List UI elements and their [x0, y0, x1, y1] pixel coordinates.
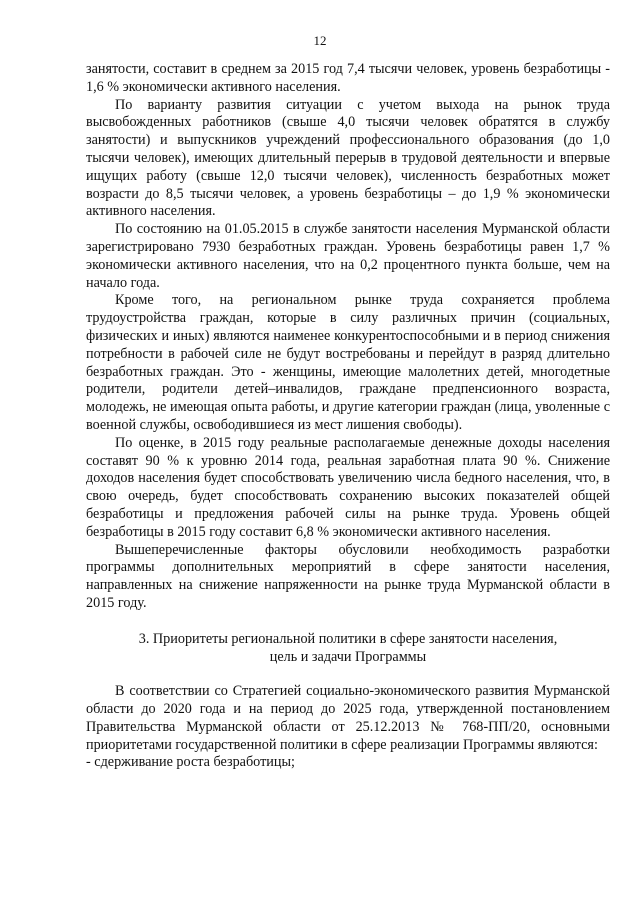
- paragraph: Вышеперечисленные факторы обусловили необходимость разработки программы дополнительных мероприятий в сфере занятости населения, направленных на снижение напряженности на рынке труда Мурманской области в 2015 году.: [86, 541, 610, 611]
- paragraph: По состоянию на 01.05.2015 в службе занятости населения Мурманской области зарегистрировано 7930 безработных граждан. Уровень безработицы равен 1,7 % экономически активного населения, что на 0,2 процентного пункта больше, чем на начало года.: [86, 221, 610, 291]
- paragraph: Кроме того, на региональном рынке труда сохраняется проблема трудоустройства граждан, которые в силу различных причин (социальных, физических и иных) являются наименее конкурентоспособными и в период снижения потребности в рабочей силе не будут востребованы и перейдут в разряд длительно безработных граждан. Это - женщины, имеющие малолетних детей, многодетные родители, родители детей–инвалидов, граждане предпенсионного возраста, молодежь, не имеющая опыта работы, и другие категории граждан (лица, уволенные с военной службы, освободившиеся из мест лишения свободы).: [86, 292, 610, 433]
- list-item: - сдерживание роста безработицы;: [86, 754, 295, 771]
- paragraph: По варианту развития ситуации с учетом выхода на рынок труда высвобожденных работников (свыше 4,0 тысячи человек обратятся в службу занятости) и выпускников учреждений профессионального образования (до 1,0 тысячи человек), имеющих длительный перерыв в трудовой деятельности и впервые ищущих работу (свыше 12,0 тысячи человек), численность безработных может возрасти до 8,5 тысячи человек, а уровень безработицы – до 1,9 % экономически активного населения.: [86, 96, 610, 220]
- paragraph: занятости, составит в среднем за 2015 год 7,4 тысячи человек, уровень безработицы - 1,6 % экономически активного населения.: [86, 61, 610, 95]
- section-heading: [86, 631, 610, 667]
- section-heading-line: цель и задачи Программы: [269, 648, 427, 665]
- page-number: 12: [313, 33, 327, 48]
- paragraph: В соответствии со Стратегией социально-экономического развития Мурманской области до 2020 года и на период до 2025 года, утвержденной постановлением Правительства Мурманской области от 25.12.2013 № 768-ПП/20, основными приоритетами государственной политики в сфере реализации Программы являются:: [86, 683, 610, 753]
- section-heading-line: 3. Приоритеты региональной политики в сфере занятости населения,: [138, 630, 558, 647]
- paragraph: По оценке, в 2015 году реальные располагаемые денежные доходы населения составят 90 % к уровню 2014 года, реальная заработная плата 90 %. Снижение доходов населения будет способствовать увеличению числа бедного населения, что, в свою очередь, будет способствовать сохранению высоких показателей общей безработицы и предложения рабочей силы на рынке труда. Уровень общей безработицы в 2015 году составит 6,8 % экономически активного населения.: [86, 434, 610, 540]
- body-text: [86, 61, 610, 772]
